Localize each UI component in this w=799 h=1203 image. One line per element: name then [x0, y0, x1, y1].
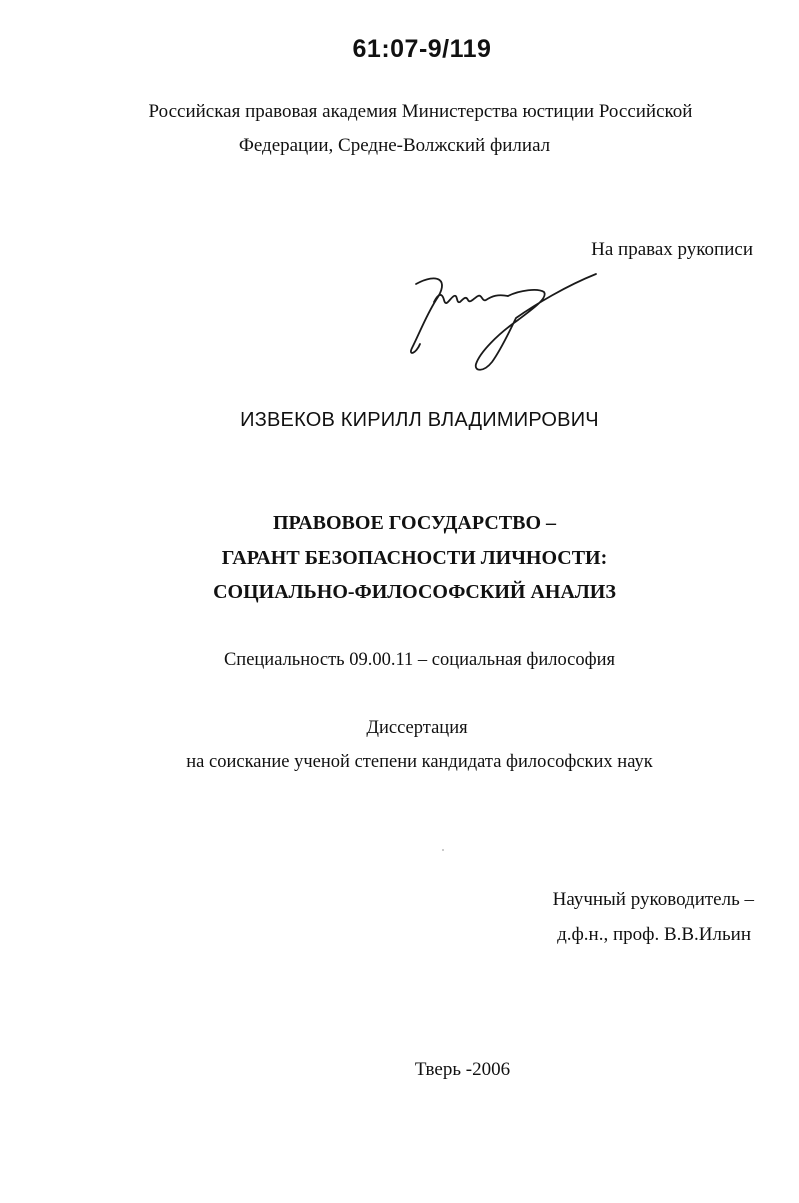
dissertation-title-line-1: ПРАВОВОЕ ГОСУДАРСТВО – — [273, 512, 556, 534]
supervisor-label: Научный руководитель – — [552, 889, 754, 910]
specialty: Специальность 09.00.11 – социальная философия — [223, 650, 616, 670]
institution-line-2: Федерации, Средне-Волжский филиал — [238, 135, 551, 156]
dissertation-label: Диссертация — [366, 718, 468, 738]
author-name: ИЗВЕКОВ КИРИЛЛ ВЛАДИМИРОВИЧ — [240, 409, 599, 431]
degree-description: на соискание ученой степени кандидата философских наук — [186, 752, 653, 772]
city-year: Тверь -2006 — [414, 1059, 511, 1080]
manuscript-rights-note: На правах рукописи — [591, 239, 753, 260]
signature-icon — [398, 268, 603, 376]
supervisor-name: д.ф.н., проф. В.В.Ильин — [557, 924, 751, 945]
scan-speck — [442, 849, 444, 851]
institution-line-1: Российская правовая академия Министерства юстиции Российской — [148, 101, 693, 122]
archive-code: 61:07-9/119 — [352, 35, 492, 63]
dissertation-title-line-3: СОЦИАЛЬНО-ФИЛОСОФСКИЙ АНАЛИЗ — [213, 581, 616, 603]
dissertation-title-line-2: ГАРАНТ БЕЗОПАСНОСТИ ЛИЧНОСТИ: — [221, 547, 608, 569]
